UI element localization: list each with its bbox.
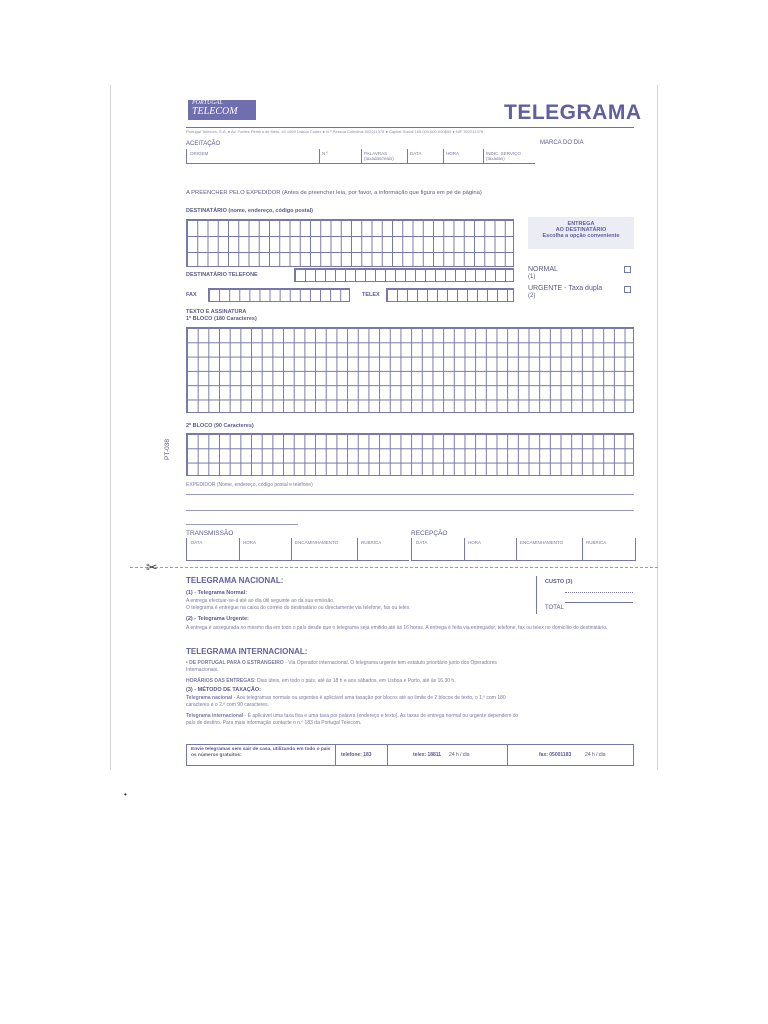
acceptance-col-origem: ORIGEM: [190, 151, 209, 156]
footer-fax-hours: 24 h / dia: [585, 752, 606, 758]
acceptance-divider: [361, 149, 362, 163]
recepcao-divider: [516, 538, 517, 560]
horarios-bold: HORÁRIOS DAS ENTREGAS:: [186, 678, 256, 684]
entrega-urgente-note: (2): [528, 293, 536, 299]
marca-do-dia: MARCA DO DIA: [540, 140, 584, 146]
custo-label: CUSTO (3): [545, 579, 573, 585]
bloco1-label: 1º BLOCO (180 Caracteres): [186, 316, 257, 322]
internacional-line1: [186, 660, 526, 674]
urgente-checkbox[interactable]: [624, 286, 631, 293]
recepcao-col-data: DATA: [416, 540, 428, 545]
recepcao-col-hora: HORA: [468, 540, 482, 545]
form-title: TELEGRAMA: [504, 101, 642, 124]
acceptance-divider: [319, 149, 320, 163]
entrega-line1: ENTREGA: [567, 221, 595, 227]
company-info: Portugal Telecom, S.A. ● Av. Fontes Pereira de Melo, 40 1069 Lisboa Codex ● N.º Pessoa Colectiva 502011378 ● Capital Social 165.000.000.000$00 ● NIF 502011378: [186, 129, 484, 134]
logo-line1: PORTUGAL: [192, 100, 223, 106]
nacional-normal-text2: O telegrama é entregue na caixa do correio do destinatário ou directamente via telefone, fax ou telex.: [186, 605, 411, 611]
expedidor-line: [186, 524, 298, 525]
transmissao-title: TRANSMISSÃO: [186, 530, 234, 537]
acceptance-col-n: N.º: [322, 151, 329, 156]
ti-bold: Telegrama internacional: [186, 713, 244, 719]
footer-telefone: telefone: 183: [341, 752, 372, 758]
footer-telex: telex: 18811: [413, 752, 442, 758]
transmissao-col-rubrica: RUBRICA: [361, 540, 382, 545]
entrega-line3: Escolha a opção conveniente: [542, 233, 620, 239]
normal-checkbox[interactable]: [624, 266, 631, 273]
transmissao-col-hora: HORA: [243, 540, 257, 545]
transmissao-divider: [239, 538, 240, 560]
scissors-icon: ✂: [146, 559, 158, 575]
entrega-normal-label: NORMAL: [528, 266, 558, 273]
recepcao-col-rubrica: RUBRICA: [586, 540, 607, 545]
recepcao-title: RECEPÇÃO: [411, 530, 448, 537]
acceptance-title: ACEITAÇÃO: [186, 141, 221, 147]
acceptance-col-data: DATA: [410, 151, 422, 156]
bloco2-text-grid[interactable]: [186, 433, 634, 476]
ti-text: - É aplicável uma taxa fixa e uma taxa por palavra (endereço e texto). As taxas de entrega normal ou urgente dependem do país de destino. Para mais informação contacte o n.º 183 da Portugal Telecom.: [186, 713, 519, 726]
transmissao-col-data: DATA: [191, 540, 203, 545]
custo-total-label: TOTAL: [545, 605, 564, 611]
transmissao-col-encaminhamento: ENCAMINHAMENTO: [295, 540, 339, 545]
entrega-urgente-label: URGENTE - Taxa dupla: [528, 285, 603, 292]
footer-box: [186, 744, 634, 766]
acceptance-divider: [407, 149, 408, 163]
acceptance-col-indic: INDIC. SERVIÇO (taxadas): [486, 151, 521, 161]
acceptance-col-palavras: PALAVRAS (taxadas/reais): [364, 151, 394, 161]
fax-input-grid[interactable]: [208, 288, 350, 302]
telex-label: TELEX: [362, 292, 380, 298]
footer-divider: [387, 745, 388, 765]
acceptance-col-hora: HORA: [446, 151, 460, 156]
footer-telex-hours: 24 h / dia: [449, 752, 470, 758]
custo-dotted-line: [565, 592, 633, 593]
telex-input-grid[interactable]: [386, 288, 514, 302]
portugal-telecom-logo: [188, 100, 256, 120]
metodo-title: (3) - MÉTODO DE TAXAÇÃO:: [186, 687, 261, 693]
entrega-box: [528, 217, 634, 249]
nacional-title: TELEGRAMA NACIONAL:: [186, 576, 284, 585]
recepcao-divider: [464, 538, 465, 560]
custo-box: [536, 576, 637, 614]
stray-mark: •: [124, 790, 127, 799]
ti-line: [186, 713, 526, 727]
telegram-form: [110, 85, 658, 770]
form-code: PT-038: [164, 439, 171, 460]
telefone-label: DESTINATÁRIO TELEFONE: [186, 272, 258, 278]
destinatario-address-grid[interactable]: [186, 219, 514, 267]
entrega-normal-note: (1): [528, 274, 536, 280]
cut-line: [130, 567, 658, 568]
footer-divider: [335, 745, 336, 765]
horarios-text: Dias úteis, em todo o país, até às 18 h e aos sábados, em Lisboa e Porto, até às 16.30 h.: [255, 678, 456, 684]
nacional-normal-text1: A entrega efectuar-se-á até ao dia útil seguinte ao da sua emissão.: [186, 598, 335, 604]
entrega-line2: AO DESTINATÁRIO: [555, 227, 607, 233]
nacional-normal-title: (1) - Telegrama Normal:: [186, 590, 248, 596]
footer-divider: [507, 745, 508, 765]
header-rule: [186, 127, 634, 128]
recepcao-divider: [582, 538, 583, 560]
logo-line2: TELECOM: [192, 106, 238, 117]
expedidor-line: [186, 494, 634, 495]
texto-label: TEXTO E ASSINATURA: [186, 309, 247, 315]
internacional-title: TELEGRAMA INTERNACIONAL:: [186, 647, 308, 656]
transmissao-divider: [291, 538, 292, 560]
acceptance-divider: [443, 149, 444, 163]
custo-total-line: [565, 602, 633, 603]
expedidor-label: EXPEDIDOR (Nome, endereço, código postal e telefone): [186, 482, 313, 488]
internacional-line1-text: - Via Operador internacional. O telegrama urgente tem estatuto prioritário junto dos Operadores Internacionais.: [186, 660, 497, 673]
footer-fax: fax: 05001183: [539, 752, 572, 758]
horarios-line: [186, 678, 636, 685]
expedidor-line: [186, 510, 634, 511]
acceptance-divider: [483, 149, 484, 163]
recepcao-table: [411, 538, 636, 561]
nacional-urgente-text: A entrega é assegurada no mesmo dia em todo o país desde que o telegrama seja emitido até às 16 horas. A entrega é feita via entregador, telefone, fax ou telex no domicílio do destinatário.: [186, 625, 608, 631]
acceptance-table: [186, 149, 535, 164]
internacional-line1-bold: • DE PORTUGAL PARA O ESTRANGEIRO: [186, 660, 284, 666]
telefone-input-grid[interactable]: [294, 268, 514, 282]
recepcao-col-encaminhamento: ENCAMINHAMENTO: [520, 540, 564, 545]
transmissao-table: [186, 538, 409, 561]
sender-note: A PREENCHER PELO EXPEDIDOR (Antes de preencher leia, por favor, a informação que figura em pé de página): [186, 190, 482, 196]
fax-label: FAX: [186, 292, 197, 298]
tn-bold: Telegrama nacional: [186, 695, 233, 701]
nacional-urgente-title: (2) - Telegrama Urgente:: [186, 616, 249, 622]
transmissao-divider: [357, 538, 358, 560]
tn-text: - Aos telegramas normais ou urgentes é aplicável uma taxação por blocos até ao limite de 2 blocos de texto, o 1.º com 180 caracteres e o 2.º com 90 caracteres.: [186, 695, 506, 708]
bloco1-text-grid[interactable]: [186, 327, 634, 413]
footer-envie: Envie telegramas sem sair de casa, utilizando em todo o país os números gratuitos:: [191, 747, 331, 758]
destinatario-label: DESTINATÁRIO (nome, endereço, código postal): [186, 208, 314, 214]
tn-line: [186, 695, 526, 709]
bloco2-label: 2º BLOCO (90 Caracteres): [186, 423, 254, 429]
